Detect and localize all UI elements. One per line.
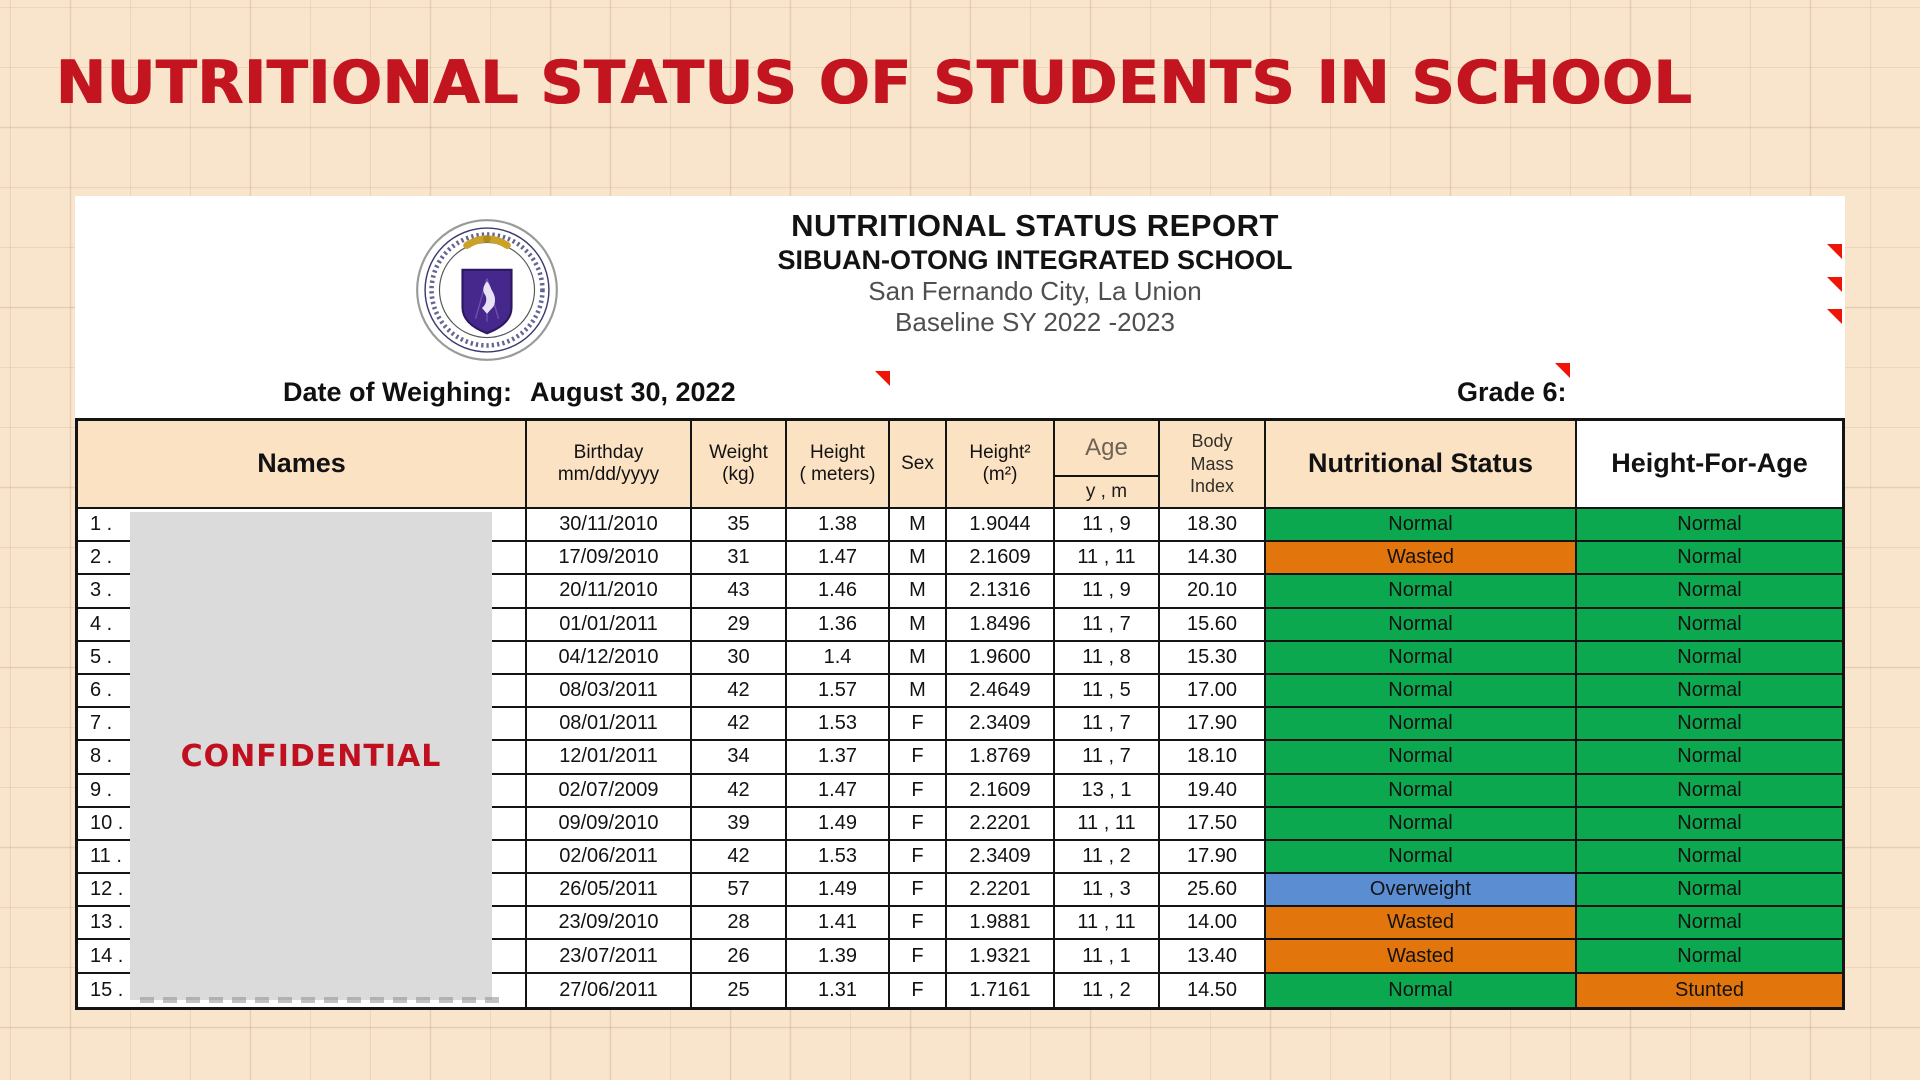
status-cell: Normal xyxy=(1266,974,1577,1007)
age-cell: 11 , 8 xyxy=(1055,642,1160,675)
num-cell: 11 . xyxy=(78,841,527,874)
header-height-squared-line1: Height² xyxy=(969,442,1031,464)
bmi-cell: 18.10 xyxy=(1160,741,1266,774)
birthday-cell: 08/03/2011 xyxy=(527,675,692,708)
height_sq-cell: 1.9321 xyxy=(947,940,1055,973)
header-bmi xyxy=(1160,421,1266,509)
header-sex: Sex xyxy=(890,421,947,509)
birthday-cell: 27/06/2011 xyxy=(527,974,692,1007)
height-cell: 1.31 xyxy=(787,974,890,1007)
birthday-cell: 12/01/2011 xyxy=(527,741,692,774)
header-height-for-age: Height-For-Age xyxy=(1577,421,1842,509)
num-cell: 5 . xyxy=(78,642,527,675)
weight-cell: 43 xyxy=(692,575,787,608)
bmi-cell: 13.40 xyxy=(1160,940,1266,973)
hfa-cell: Normal xyxy=(1577,708,1842,741)
height_sq-cell: 2.2201 xyxy=(947,874,1055,907)
birthday-cell: 23/09/2010 xyxy=(527,907,692,940)
birthday-cell: 26/05/2011 xyxy=(527,874,692,907)
hfa-cell: Stunted xyxy=(1577,974,1842,1007)
grade-label: Grade 6: xyxy=(1457,377,1567,407)
page-title: NUTRITIONAL STATUS OF STUDENTS IN SCHOOL xyxy=(56,48,1693,118)
birthday-cell: 17/09/2010 xyxy=(527,542,692,575)
weight-cell: 25 xyxy=(692,974,787,1007)
weight-cell: 42 xyxy=(692,841,787,874)
status-cell: Wasted xyxy=(1266,542,1577,575)
header-birthday xyxy=(527,421,692,509)
height-cell: 1.37 xyxy=(787,741,890,774)
weight-cell: 42 xyxy=(692,675,787,708)
status-cell: Normal xyxy=(1266,741,1577,774)
status-cell: Overweight xyxy=(1266,874,1577,907)
hfa-cell: Normal xyxy=(1577,575,1842,608)
age-cell: 11 , 1 xyxy=(1055,940,1160,973)
height-cell: 1.57 xyxy=(787,675,890,708)
header-age xyxy=(1055,421,1160,509)
header-birthday-line1: Birthday xyxy=(573,442,644,464)
age-cell: 13 , 1 xyxy=(1055,775,1160,808)
confidential-label: CONFIDENTIAL xyxy=(180,738,442,774)
height-cell: 1.46 xyxy=(787,575,890,608)
sex-cell: M xyxy=(890,509,947,542)
age-cell: 11 , 11 xyxy=(1055,542,1160,575)
birthday-cell: 30/11/2010 xyxy=(527,509,692,542)
sex-cell: F xyxy=(890,741,947,774)
comment-marker-icon xyxy=(1827,309,1842,324)
height_sq-cell: 2.1609 xyxy=(947,775,1055,808)
hfa-cell: Normal xyxy=(1577,907,1842,940)
status-cell: Normal xyxy=(1266,509,1577,542)
report-school-name: SIBUAN-OTONG INTEGRATED SCHOOL xyxy=(777,244,1293,275)
num-cell: 2 . xyxy=(78,542,527,575)
weight-cell: 35 xyxy=(692,509,787,542)
bmi-cell: 14.30 xyxy=(1160,542,1266,575)
num-cell: 6 . xyxy=(78,675,527,708)
bmi-cell: 17.00 xyxy=(1160,675,1266,708)
height_sq-cell: 1.9600 xyxy=(947,642,1055,675)
sex-cell: F xyxy=(890,775,947,808)
bmi-cell: 20.10 xyxy=(1160,575,1266,608)
sex-cell: F xyxy=(890,874,947,907)
num-cell: 9 . xyxy=(78,775,527,808)
height_sq-cell: 2.1609 xyxy=(947,542,1055,575)
report-baseline: Baseline SY 2022 -2023 xyxy=(895,307,1175,338)
confidential-overlay xyxy=(130,512,492,1000)
sex-cell: M xyxy=(890,642,947,675)
weight-cell: 34 xyxy=(692,741,787,774)
report-location: San Fernando City, La Union xyxy=(868,276,1202,307)
birthday-cell: 20/11/2010 xyxy=(527,575,692,608)
bmi-cell: 18.30 xyxy=(1160,509,1266,542)
header-nutritional-status: Nutritional Status xyxy=(1266,421,1577,509)
comment-marker-icon xyxy=(875,371,890,386)
height_sq-cell: 2.3409 xyxy=(947,708,1055,741)
num-cell: 1 . xyxy=(78,509,527,542)
header-height-line1: Height xyxy=(810,442,865,464)
age-cell: 11 , 11 xyxy=(1055,808,1160,841)
height-cell: 1.47 xyxy=(787,542,890,575)
num-cell: 4 . xyxy=(78,609,527,642)
hfa-cell: Normal xyxy=(1577,675,1842,708)
header-weight xyxy=(692,421,787,509)
status-cell: Normal xyxy=(1266,775,1577,808)
header-bmi-line2: Mass xyxy=(1190,453,1234,474)
status-cell: Wasted xyxy=(1266,940,1577,973)
height-cell: 1.53 xyxy=(787,841,890,874)
height-cell: 1.47 xyxy=(787,775,890,808)
hfa-cell: Normal xyxy=(1577,940,1842,973)
num-cell: 13 . xyxy=(78,907,527,940)
status-cell: Normal xyxy=(1266,609,1577,642)
age-cell: 11 , 11 xyxy=(1055,907,1160,940)
redacted-name-remnant xyxy=(140,997,500,1003)
hfa-cell: Normal xyxy=(1577,741,1842,774)
height_sq-cell: 1.7161 xyxy=(947,974,1055,1007)
birthday-cell: 02/07/2009 xyxy=(527,775,692,808)
hfa-cell: Normal xyxy=(1577,609,1842,642)
header-age-unit: y , m xyxy=(1085,481,1128,503)
num-cell: 15 . xyxy=(78,974,527,1007)
num-cell: 14 . xyxy=(78,940,527,973)
height_sq-cell: 2.3409 xyxy=(947,841,1055,874)
bmi-cell: 25.60 xyxy=(1160,874,1266,907)
height_sq-cell: 2.1316 xyxy=(947,575,1055,608)
hfa-cell: Normal xyxy=(1577,874,1842,907)
hfa-cell: Normal xyxy=(1577,509,1842,542)
birthday-cell: 02/06/2011 xyxy=(527,841,692,874)
date-of-weighing xyxy=(283,377,736,408)
bmi-cell: 17.50 xyxy=(1160,808,1266,841)
weight-cell: 31 xyxy=(692,542,787,575)
height-cell: 1.53 xyxy=(787,708,890,741)
status-cell: Wasted xyxy=(1266,907,1577,940)
sex-cell: F xyxy=(890,907,947,940)
weight-cell: 28 xyxy=(692,907,787,940)
sex-cell: F xyxy=(890,841,947,874)
height-cell: 1.38 xyxy=(787,509,890,542)
birthday-cell: 01/01/2011 xyxy=(527,609,692,642)
status-cell: Normal xyxy=(1266,708,1577,741)
age-cell: 11 , 3 xyxy=(1055,874,1160,907)
weight-cell: 30 xyxy=(692,642,787,675)
birthday-cell: 09/09/2010 xyxy=(527,808,692,841)
age-cell: 11 , 7 xyxy=(1055,609,1160,642)
weight-cell: 42 xyxy=(692,775,787,808)
height-cell: 1.49 xyxy=(787,808,890,841)
status-cell: Normal xyxy=(1266,808,1577,841)
height_sq-cell: 1.8769 xyxy=(947,741,1055,774)
weight-cell: 39 xyxy=(692,808,787,841)
hfa-cell: Normal xyxy=(1577,841,1842,874)
status-cell: Normal xyxy=(1266,575,1577,608)
num-cell: 10 . xyxy=(78,808,527,841)
height-cell: 1.4 xyxy=(787,642,890,675)
bmi-cell: 17.90 xyxy=(1160,708,1266,741)
birthday-cell: 08/01/2011 xyxy=(527,708,692,741)
height_sq-cell: 2.2201 xyxy=(947,808,1055,841)
sex-cell: M xyxy=(890,575,947,608)
weight-cell: 29 xyxy=(692,609,787,642)
status-cell: Normal xyxy=(1266,841,1577,874)
birthday-cell: 23/07/2011 xyxy=(527,940,692,973)
hfa-cell: Normal xyxy=(1577,775,1842,808)
header-names: Names xyxy=(78,421,527,509)
report-header xyxy=(655,208,1415,338)
weight-cell: 57 xyxy=(692,874,787,907)
num-cell: 7 . xyxy=(78,708,527,741)
age-cell: 11 , 7 xyxy=(1055,708,1160,741)
num-cell: 8 . xyxy=(78,741,527,774)
height-cell: 1.36 xyxy=(787,609,890,642)
weight-cell: 26 xyxy=(692,940,787,973)
deped-seal-logo xyxy=(415,218,559,362)
age-cell: 11 , 2 xyxy=(1055,841,1160,874)
bmi-cell: 15.60 xyxy=(1160,609,1266,642)
birthday-cell: 04/12/2010 xyxy=(527,642,692,675)
header-age-label: Age xyxy=(1055,421,1158,477)
header-height-squared xyxy=(947,421,1055,509)
sex-cell: F xyxy=(890,708,947,741)
report-title: NUTRITIONAL STATUS REPORT xyxy=(791,208,1279,243)
bmi-cell: 19.40 xyxy=(1160,775,1266,808)
num-cell: 3 . xyxy=(78,575,527,608)
age-cell: 11 , 2 xyxy=(1055,974,1160,1007)
status-cell: Normal xyxy=(1266,675,1577,708)
sex-cell: F xyxy=(890,808,947,841)
height-cell: 1.49 xyxy=(787,874,890,907)
header-bmi-line1: Body xyxy=(1191,431,1233,452)
sex-cell: M xyxy=(890,609,947,642)
header-height xyxy=(787,421,890,509)
age-cell: 11 , 7 xyxy=(1055,741,1160,774)
comment-marker-icon xyxy=(1827,277,1842,292)
hfa-cell: Normal xyxy=(1577,542,1842,575)
age-cell: 11 , 5 xyxy=(1055,675,1160,708)
height-cell: 1.39 xyxy=(787,940,890,973)
comment-marker-icon xyxy=(1827,244,1842,259)
sex-cell: F xyxy=(890,940,947,973)
date-of-weighing-label: Date of Weighing: xyxy=(283,377,512,407)
status-cell: Normal xyxy=(1266,642,1577,675)
header-birthday-line2: mm/dd/yyyy xyxy=(557,464,660,485)
height_sq-cell: 2.4649 xyxy=(947,675,1055,708)
age-cell: 11 , 9 xyxy=(1055,575,1160,608)
sex-cell: M xyxy=(890,542,947,575)
header-weight-line2: (kg) xyxy=(722,464,755,485)
bmi-cell: 17.90 xyxy=(1160,841,1266,874)
height_sq-cell: 1.9044 xyxy=(947,509,1055,542)
sex-cell: F xyxy=(890,974,947,1007)
bmi-cell: 14.50 xyxy=(1160,974,1266,1007)
comment-marker-icon xyxy=(1555,363,1570,378)
bmi-cell: 15.30 xyxy=(1160,642,1266,675)
height_sq-cell: 1.8496 xyxy=(947,609,1055,642)
bmi-cell: 14.00 xyxy=(1160,907,1266,940)
header-bmi-line3: Index xyxy=(1189,476,1235,497)
weight-cell: 42 xyxy=(692,708,787,741)
height-cell: 1.41 xyxy=(787,907,890,940)
age-cell: 11 , 9 xyxy=(1055,509,1160,542)
header-height-line2: ( meters) xyxy=(799,464,876,485)
height_sq-cell: 1.9881 xyxy=(947,907,1055,940)
num-cell: 12 . xyxy=(78,874,527,907)
hfa-cell: Normal xyxy=(1577,642,1842,675)
header-height-squared-line2: (m²) xyxy=(982,464,1018,485)
hfa-cell: Normal xyxy=(1577,808,1842,841)
report-document xyxy=(75,196,1845,1010)
date-of-weighing-value: August 30, 2022 xyxy=(530,377,736,407)
header-weight-line1: Weight xyxy=(709,442,768,464)
sex-cell: M xyxy=(890,675,947,708)
